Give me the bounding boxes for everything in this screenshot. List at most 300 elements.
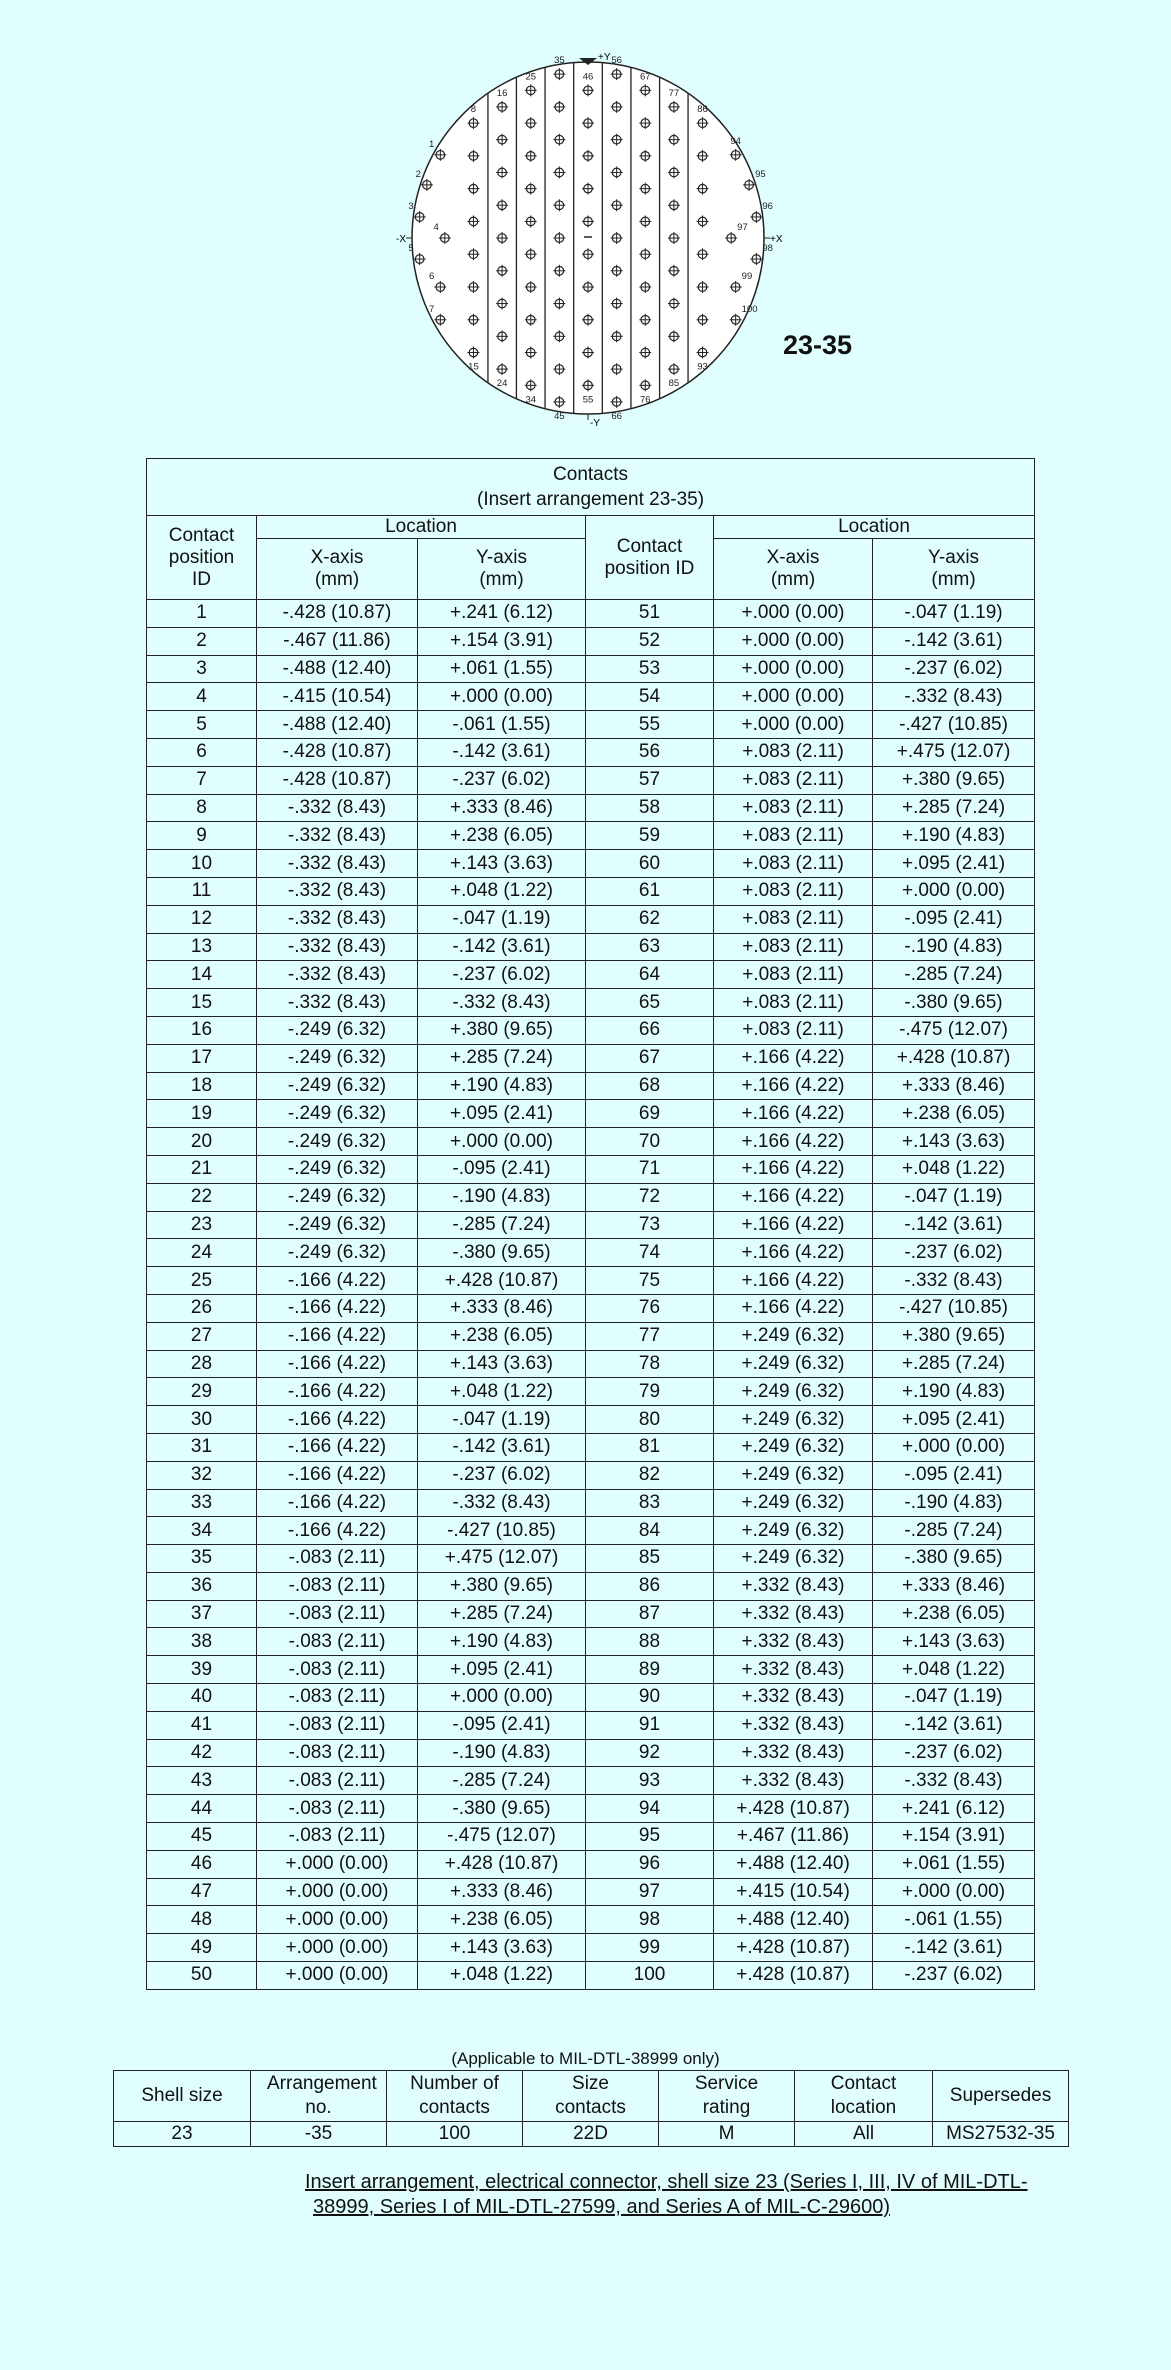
y-axis-cell: +.190 (4.83) bbox=[873, 822, 1035, 850]
x-axis-cell: +.249 (6.32) bbox=[714, 1545, 873, 1573]
y-axis-cell: -.427 (10.85) bbox=[873, 711, 1035, 739]
contact-id-cell: 78 bbox=[586, 1350, 714, 1378]
y-axis-cell: +.380 (9.65) bbox=[418, 1016, 586, 1044]
contact-id-cell: 71 bbox=[586, 1155, 714, 1183]
y-axis-cell: +.333 (8.46) bbox=[873, 1072, 1035, 1100]
contact-id-cell: 38 bbox=[147, 1628, 257, 1656]
contact-id-cell: 36 bbox=[147, 1572, 257, 1600]
contact-id-cell: 49 bbox=[147, 1934, 257, 1962]
x-axis-cell: -.083 (2.11) bbox=[257, 1545, 418, 1573]
table-subtitle: (Insert arrangement 23-35) bbox=[477, 489, 705, 510]
table-row bbox=[147, 933, 1035, 961]
table-row bbox=[147, 738, 1035, 766]
table-row bbox=[147, 600, 1035, 628]
contact-id-cell: 77 bbox=[586, 1322, 714, 1350]
x-axis-cell: +.083 (2.11) bbox=[714, 738, 873, 766]
shell-table-header: Number of contacts bbox=[387, 2071, 523, 2122]
y-axis-cell: -.190 (4.83) bbox=[418, 1183, 586, 1211]
contact-id-cell: 4 bbox=[147, 683, 257, 711]
x-axis-cell: +.249 (6.32) bbox=[714, 1322, 873, 1350]
header-contact-position-id-left: Contact position ID bbox=[147, 516, 257, 600]
y-axis-cell: +.285 (7.24) bbox=[418, 1600, 586, 1628]
y-axis-cell: -.047 (1.19) bbox=[873, 600, 1035, 628]
shell-table-value: All bbox=[795, 2122, 933, 2147]
contact-id-cell: 54 bbox=[586, 683, 714, 711]
contact-id-cell: 28 bbox=[147, 1350, 257, 1378]
x-axis-cell: +.166 (4.22) bbox=[714, 1100, 873, 1128]
y-axis-cell: -.095 (2.41) bbox=[873, 905, 1035, 933]
contact-id-cell: 15 bbox=[147, 989, 257, 1017]
x-axis-cell: -.083 (2.11) bbox=[257, 1572, 418, 1600]
shell-table-value: -35 bbox=[251, 2122, 387, 2147]
y-axis-cell: +.475 (12.07) bbox=[873, 738, 1035, 766]
x-axis-cell: +.332 (8.43) bbox=[714, 1572, 873, 1600]
y-axis-cell: -.380 (9.65) bbox=[873, 1545, 1035, 1573]
x-axis-cell: +.000 (0.00) bbox=[257, 1934, 418, 1962]
table-row bbox=[147, 989, 1035, 1017]
header-y-axis-left bbox=[418, 539, 586, 600]
table-row bbox=[147, 1962, 1035, 1990]
table-row bbox=[147, 1461, 1035, 1489]
contact-id-cell: 19 bbox=[147, 1100, 257, 1128]
table-row bbox=[147, 1378, 1035, 1406]
contact-id-cell: 22 bbox=[147, 1183, 257, 1211]
x-axis-cell: +.488 (12.40) bbox=[714, 1906, 873, 1934]
x-axis-cell: +.000 (0.00) bbox=[714, 711, 873, 739]
y-axis-cell: +.238 (6.05) bbox=[873, 1100, 1035, 1128]
table-row bbox=[147, 627, 1035, 655]
table-row bbox=[147, 1795, 1035, 1823]
contact-number-label: 97 bbox=[737, 222, 748, 233]
contact-id-cell: 76 bbox=[586, 1294, 714, 1322]
contact-number-label: 24 bbox=[496, 378, 508, 390]
table-row bbox=[147, 850, 1035, 878]
shell-table-value-row bbox=[114, 2122, 1069, 2147]
contact-number-label: 3 bbox=[408, 200, 414, 212]
y-axis-cell: -.427 (10.85) bbox=[418, 1517, 586, 1545]
shell-table-value: 22D bbox=[523, 2122, 659, 2147]
y-axis-cell: +.000 (0.00) bbox=[418, 1684, 586, 1712]
x-axis-cell: -.083 (2.11) bbox=[257, 1795, 418, 1823]
y-axis-cell: -.061 (1.55) bbox=[418, 711, 586, 739]
y-axis-cell: -.237 (6.02) bbox=[418, 1461, 586, 1489]
x-axis-cell: +.166 (4.22) bbox=[714, 1211, 873, 1239]
y-axis-cell: +.380 (9.65) bbox=[873, 766, 1035, 794]
contact-id-cell: 29 bbox=[147, 1378, 257, 1406]
contact-id-cell: 91 bbox=[586, 1711, 714, 1739]
x-axis-cell: -.249 (6.32) bbox=[257, 1183, 418, 1211]
shell-outline bbox=[412, 62, 764, 414]
y-axis-cell: -.142 (3.61) bbox=[418, 1433, 586, 1461]
contact-id-cell: 57 bbox=[586, 766, 714, 794]
table-row bbox=[147, 794, 1035, 822]
contact-id-cell: 95 bbox=[586, 1823, 714, 1851]
x-axis-cell: +.000 (0.00) bbox=[257, 1850, 418, 1878]
shell-table-value: M bbox=[659, 2122, 795, 2147]
contact-id-cell: 43 bbox=[147, 1767, 257, 1795]
table-row bbox=[147, 1628, 1035, 1656]
contact-id-cell: 39 bbox=[147, 1656, 257, 1684]
x-axis-cell: -.332 (8.43) bbox=[257, 989, 418, 1017]
x-axis-cell: +.000 (0.00) bbox=[257, 1906, 418, 1934]
x-axis-cell: -.249 (6.32) bbox=[257, 1100, 418, 1128]
y-axis-cell: +.333 (8.46) bbox=[418, 1878, 586, 1906]
x-axis-cell: -.249 (6.32) bbox=[257, 1016, 418, 1044]
y-axis-cell: -.380 (9.65) bbox=[873, 989, 1035, 1017]
table-row bbox=[147, 711, 1035, 739]
table-row bbox=[147, 683, 1035, 711]
contact-id-cell: 30 bbox=[147, 1406, 257, 1434]
y-axis-cell: +.475 (12.07) bbox=[418, 1545, 586, 1573]
arrangement-label: 23-35 bbox=[783, 330, 853, 360]
contact-id-cell: 63 bbox=[586, 933, 714, 961]
x-axis-cell: +.249 (6.32) bbox=[714, 1489, 873, 1517]
axis-label-minus-y: -Y bbox=[590, 418, 600, 429]
contact-number-label: 56 bbox=[611, 55, 622, 67]
contact-number-label: 34 bbox=[525, 394, 537, 406]
contact-id-cell: 62 bbox=[586, 905, 714, 933]
x-axis-cell: -.249 (6.32) bbox=[257, 1239, 418, 1267]
x-axis-cell: -.332 (8.43) bbox=[257, 905, 418, 933]
shell-circle bbox=[412, 62, 764, 414]
x-axis-cell: -.332 (8.43) bbox=[257, 850, 418, 878]
y-axis-cell: +.333 (8.46) bbox=[418, 794, 586, 822]
header-x-axis-label: X-axis bbox=[310, 547, 364, 568]
shell-table-header: Size contacts bbox=[523, 2071, 659, 2122]
x-axis-cell: -.249 (6.32) bbox=[257, 1072, 418, 1100]
y-axis-cell: +.380 (9.65) bbox=[418, 1572, 586, 1600]
y-axis-cell: -.142 (3.61) bbox=[873, 1211, 1035, 1239]
figure-caption bbox=[305, 2170, 1065, 2220]
contact-id-cell: 42 bbox=[147, 1739, 257, 1767]
shell-info-table bbox=[113, 2070, 1069, 2147]
x-axis-cell: +.166 (4.22) bbox=[714, 1072, 873, 1100]
y-axis-cell: -.047 (1.19) bbox=[873, 1183, 1035, 1211]
y-axis-cell: -.142 (3.61) bbox=[873, 1711, 1035, 1739]
axis-label-minus-x: -X bbox=[396, 234, 406, 245]
contact-id-cell: 31 bbox=[147, 1433, 257, 1461]
y-axis-cell: +.048 (1.22) bbox=[418, 877, 586, 905]
contact-id-cell: 21 bbox=[147, 1155, 257, 1183]
contact-id-cell: 11 bbox=[147, 877, 257, 905]
contact-id-cell: 80 bbox=[586, 1406, 714, 1434]
contact-number-label: 8 bbox=[470, 104, 477, 116]
contact-id-cell: 52 bbox=[586, 627, 714, 655]
contact-id-cell: 10 bbox=[147, 850, 257, 878]
header-x-axis-left bbox=[257, 539, 418, 600]
y-axis-cell: +.238 (6.05) bbox=[418, 1322, 586, 1350]
table-row bbox=[147, 1350, 1035, 1378]
x-axis-cell: -.332 (8.43) bbox=[257, 822, 418, 850]
y-axis-cell: +.000 (0.00) bbox=[873, 877, 1035, 905]
x-axis-cell: -.166 (4.22) bbox=[257, 1406, 418, 1434]
table-row bbox=[147, 1433, 1035, 1461]
contact-id-cell: 18 bbox=[147, 1072, 257, 1100]
x-axis-cell: -.415 (10.54) bbox=[257, 683, 418, 711]
table-row bbox=[147, 1600, 1035, 1628]
y-axis-cell: +.190 (4.83) bbox=[418, 1072, 586, 1100]
shell-table-header: Supersedes bbox=[933, 2071, 1069, 2122]
table-row bbox=[147, 1016, 1035, 1044]
header-location-left: Location bbox=[257, 516, 586, 539]
header-location-right: Location bbox=[714, 516, 1035, 539]
table-row bbox=[147, 1183, 1035, 1211]
y-axis-cell: +.285 (7.24) bbox=[873, 794, 1035, 822]
y-axis-cell: +.380 (9.65) bbox=[873, 1322, 1035, 1350]
x-axis-cell: -.332 (8.43) bbox=[257, 794, 418, 822]
y-axis-cell: -.380 (9.65) bbox=[418, 1239, 586, 1267]
contact-id-cell: 50 bbox=[147, 1962, 257, 1990]
contact-number-label: 76 bbox=[639, 394, 651, 406]
x-axis-cell: +.332 (8.43) bbox=[714, 1656, 873, 1684]
y-axis-cell: -.332 (8.43) bbox=[873, 1767, 1035, 1795]
y-axis-cell: +.061 (1.55) bbox=[418, 655, 586, 683]
x-axis-cell: -.488 (12.40) bbox=[257, 711, 418, 739]
contact-id-cell: 35 bbox=[147, 1545, 257, 1573]
table-row bbox=[147, 1850, 1035, 1878]
table-row bbox=[147, 1823, 1035, 1851]
shell-table-header: Service rating bbox=[659, 2071, 795, 2122]
y-axis-cell: +.000 (0.00) bbox=[418, 1128, 586, 1156]
y-axis-cell: -.332 (8.43) bbox=[873, 683, 1035, 711]
x-axis-cell: +.166 (4.22) bbox=[714, 1294, 873, 1322]
axis-label-plus-y: +Y bbox=[598, 52, 611, 63]
x-axis-cell: -.428 (10.87) bbox=[257, 766, 418, 794]
x-axis-cell: +.083 (2.11) bbox=[714, 905, 873, 933]
contact-id-cell: 81 bbox=[586, 1433, 714, 1461]
table-row bbox=[147, 1100, 1035, 1128]
y-axis-cell: +.048 (1.22) bbox=[418, 1378, 586, 1406]
y-axis-cell: -.190 (4.83) bbox=[873, 933, 1035, 961]
x-axis-cell: -.467 (11.86) bbox=[257, 627, 418, 655]
y-axis-cell: -.332 (8.43) bbox=[418, 1489, 586, 1517]
contact-id-cell: 12 bbox=[147, 905, 257, 933]
y-axis-cell: +.143 (3.63) bbox=[418, 850, 586, 878]
x-axis-cell: +.332 (8.43) bbox=[714, 1711, 873, 1739]
table-row bbox=[147, 1517, 1035, 1545]
y-axis-cell: +.095 (2.41) bbox=[873, 1406, 1035, 1434]
contact-id-cell: 58 bbox=[586, 794, 714, 822]
contact-id-cell: 47 bbox=[147, 1878, 257, 1906]
contact-number-label: 2 bbox=[415, 168, 421, 180]
x-axis-cell: -.166 (4.22) bbox=[257, 1489, 418, 1517]
shell-table-header: Contact location bbox=[795, 2071, 933, 2122]
contacts-table bbox=[146, 458, 1035, 1990]
contact-number-label: 94 bbox=[730, 135, 741, 147]
contact-id-cell: 32 bbox=[147, 1461, 257, 1489]
contact-id-cell: 64 bbox=[586, 961, 714, 989]
y-axis-cell: -.095 (2.41) bbox=[418, 1155, 586, 1183]
x-axis-cell: +.249 (6.32) bbox=[714, 1461, 873, 1489]
table-row bbox=[147, 1128, 1035, 1156]
contact-number-label: 85 bbox=[668, 378, 680, 390]
contact-id-cell: 67 bbox=[586, 1044, 714, 1072]
table-row bbox=[147, 1155, 1035, 1183]
contact-number-label: 16 bbox=[496, 87, 508, 99]
x-axis-cell: +.000 (0.00) bbox=[257, 1962, 418, 1990]
y-axis-cell: +.241 (6.12) bbox=[873, 1795, 1035, 1823]
header-unit: (mm) bbox=[770, 569, 816, 590]
contact-id-cell: 3 bbox=[147, 655, 257, 683]
x-axis-cell: +.428 (10.87) bbox=[714, 1795, 873, 1823]
y-axis-cell: -.047 (1.19) bbox=[418, 905, 586, 933]
contact-id-cell: 41 bbox=[147, 1711, 257, 1739]
header-contact-position-id-right: Contact position ID bbox=[586, 516, 714, 600]
x-axis-cell: +.428 (10.87) bbox=[714, 1934, 873, 1962]
contact-id-cell: 8 bbox=[147, 794, 257, 822]
shell-table-value: MS27532-35 bbox=[933, 2122, 1069, 2147]
x-axis-cell: +.166 (4.22) bbox=[714, 1155, 873, 1183]
table-row bbox=[147, 1406, 1035, 1434]
contact-number-label: 7 bbox=[429, 303, 435, 315]
y-axis-cell: -.332 (8.43) bbox=[873, 1267, 1035, 1295]
contact-number-label: 46 bbox=[582, 71, 594, 83]
contact-number-label: 25 bbox=[525, 71, 537, 83]
table-row bbox=[147, 1294, 1035, 1322]
x-axis-cell: +.083 (2.11) bbox=[714, 961, 873, 989]
x-axis-cell: +.166 (4.22) bbox=[714, 1239, 873, 1267]
x-axis-cell: +.332 (8.43) bbox=[714, 1739, 873, 1767]
x-axis-cell: -.083 (2.11) bbox=[257, 1823, 418, 1851]
table-row bbox=[147, 1878, 1035, 1906]
y-axis-cell: -.047 (1.19) bbox=[418, 1406, 586, 1434]
table-row bbox=[147, 1072, 1035, 1100]
y-axis-cell: -.237 (6.02) bbox=[873, 1239, 1035, 1267]
y-axis-cell: +.143 (3.63) bbox=[873, 1628, 1035, 1656]
contact-id-cell: 5 bbox=[147, 711, 257, 739]
y-axis-cell: +.285 (7.24) bbox=[418, 1044, 586, 1072]
y-axis-cell: -.190 (4.83) bbox=[418, 1739, 586, 1767]
table-row bbox=[147, 1489, 1035, 1517]
table-row bbox=[147, 1545, 1035, 1573]
contact-id-cell: 16 bbox=[147, 1016, 257, 1044]
contact-id-cell: 85 bbox=[586, 1545, 714, 1573]
x-axis-cell: +.000 (0.00) bbox=[714, 683, 873, 711]
y-axis-cell: -.475 (12.07) bbox=[873, 1016, 1035, 1044]
contact-id-cell: 56 bbox=[586, 738, 714, 766]
contact-id-cell: 13 bbox=[147, 933, 257, 961]
y-axis-cell: -.047 (1.19) bbox=[873, 1684, 1035, 1712]
insert-arrangement-diagram bbox=[380, 50, 800, 440]
contact-id-cell: 83 bbox=[586, 1489, 714, 1517]
y-axis-cell: -.237 (6.02) bbox=[418, 961, 586, 989]
contact-id-cell: 53 bbox=[586, 655, 714, 683]
table-row bbox=[147, 1656, 1035, 1684]
x-axis-cell: +.166 (4.22) bbox=[714, 1183, 873, 1211]
table-row bbox=[147, 905, 1035, 933]
x-axis-cell: +.332 (8.43) bbox=[714, 1767, 873, 1795]
contact-id-cell: 90 bbox=[586, 1684, 714, 1712]
y-axis-cell: +.333 (8.46) bbox=[873, 1572, 1035, 1600]
y-axis-cell: -.427 (10.85) bbox=[873, 1294, 1035, 1322]
y-axis-cell: +.095 (2.41) bbox=[418, 1656, 586, 1684]
y-axis-cell: -.285 (7.24) bbox=[873, 1517, 1035, 1545]
x-axis-cell: +.083 (2.11) bbox=[714, 766, 873, 794]
x-axis-cell: -.166 (4.22) bbox=[257, 1267, 418, 1295]
y-axis-cell: -.475 (12.07) bbox=[418, 1823, 586, 1851]
contact-number-label: 1 bbox=[429, 138, 435, 150]
y-axis-cell: -.237 (6.02) bbox=[873, 1739, 1035, 1767]
header-y-axis-right bbox=[873, 539, 1035, 600]
contact-id-cell: 79 bbox=[586, 1378, 714, 1406]
table-row bbox=[147, 822, 1035, 850]
y-axis-cell: +.048 (1.22) bbox=[873, 1656, 1035, 1684]
x-axis-cell: -.166 (4.22) bbox=[257, 1350, 418, 1378]
contact-id-cell: 46 bbox=[147, 1850, 257, 1878]
table-row bbox=[147, 1211, 1035, 1239]
x-axis-cell: +.083 (2.11) bbox=[714, 1016, 873, 1044]
table-row bbox=[147, 1767, 1035, 1795]
contact-id-cell: 84 bbox=[586, 1517, 714, 1545]
contact-id-cell: 6 bbox=[147, 738, 257, 766]
shell-table-value: 23 bbox=[114, 2122, 251, 2147]
y-axis-cell: +.095 (2.41) bbox=[873, 850, 1035, 878]
header-unit: (mm) bbox=[931, 569, 976, 590]
y-axis-cell: +.095 (2.41) bbox=[418, 1100, 586, 1128]
x-axis-cell: -.083 (2.11) bbox=[257, 1656, 418, 1684]
contact-id-cell: 60 bbox=[586, 850, 714, 878]
contact-id-cell: 48 bbox=[147, 1906, 257, 1934]
contact-id-cell: 24 bbox=[147, 1239, 257, 1267]
header-unit: (mm) bbox=[314, 569, 360, 590]
x-axis-cell: -.083 (2.11) bbox=[257, 1711, 418, 1739]
y-axis-cell: -.142 (3.61) bbox=[873, 627, 1035, 655]
contact-number-label: 67 bbox=[639, 71, 651, 83]
table-row bbox=[147, 1267, 1035, 1295]
y-axis-cell: +.143 (3.63) bbox=[873, 1128, 1035, 1156]
table-row bbox=[147, 1934, 1035, 1962]
x-axis-cell: -.083 (2.11) bbox=[257, 1628, 418, 1656]
contact-id-cell: 99 bbox=[586, 1934, 714, 1962]
header-y-axis-label: Y-axis bbox=[475, 547, 528, 568]
contact-id-cell: 7 bbox=[147, 766, 257, 794]
table-row bbox=[147, 655, 1035, 683]
y-axis-cell: +.241 (6.12) bbox=[418, 600, 586, 628]
contact-id-cell: 98 bbox=[586, 1906, 714, 1934]
header-unit: (mm) bbox=[479, 569, 524, 590]
y-axis-cell: -.237 (6.02) bbox=[873, 1962, 1035, 1990]
contact-number-label: 98 bbox=[762, 243, 773, 255]
y-axis-cell: -.142 (3.61) bbox=[418, 738, 586, 766]
y-axis-cell: -.061 (1.55) bbox=[873, 1906, 1035, 1934]
contact-id-cell: 65 bbox=[586, 989, 714, 1017]
contact-id-cell: 89 bbox=[586, 1656, 714, 1684]
x-axis-cell: -.166 (4.22) bbox=[257, 1433, 418, 1461]
contact-id-cell: 33 bbox=[147, 1489, 257, 1517]
y-axis-cell: -.095 (2.41) bbox=[873, 1461, 1035, 1489]
x-axis-cell: +.166 (4.22) bbox=[714, 1267, 873, 1295]
y-axis-cell: -.380 (9.65) bbox=[418, 1795, 586, 1823]
x-axis-cell: +.000 (0.00) bbox=[257, 1878, 418, 1906]
contact-number-label: 95 bbox=[755, 168, 766, 180]
x-axis-cell: +.166 (4.22) bbox=[714, 1044, 873, 1072]
contact-id-cell: 2 bbox=[147, 627, 257, 655]
y-axis-cell: +.285 (7.24) bbox=[873, 1350, 1035, 1378]
y-axis-cell: -.237 (6.02) bbox=[873, 655, 1035, 683]
contact-id-cell: 69 bbox=[586, 1100, 714, 1128]
contact-id-cell: 86 bbox=[586, 1572, 714, 1600]
x-axis-cell: +.249 (6.32) bbox=[714, 1378, 873, 1406]
contact-id-cell: 66 bbox=[586, 1016, 714, 1044]
axis-label-plus-x: +X bbox=[770, 234, 783, 245]
x-axis-cell: +.249 (6.32) bbox=[714, 1433, 873, 1461]
y-axis-cell: +.190 (4.83) bbox=[873, 1378, 1035, 1406]
contact-id-cell: 92 bbox=[586, 1739, 714, 1767]
x-axis-cell: +.083 (2.11) bbox=[714, 933, 873, 961]
contact-id-cell: 51 bbox=[586, 600, 714, 628]
x-axis-cell: +.083 (2.11) bbox=[714, 989, 873, 1017]
table-row bbox=[147, 1906, 1035, 1934]
